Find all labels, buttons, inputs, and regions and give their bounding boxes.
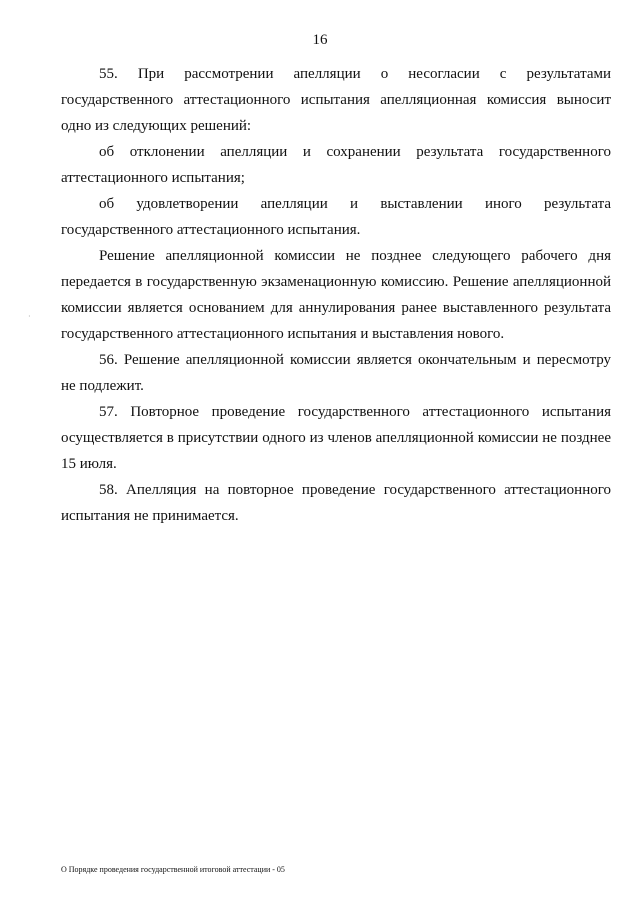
paragraph-55: 55. При рассмотрении апелляции о несогласии с результатами государственного аттестационного испытания апелляционная комиссия выносит одно из следующих решений: [61,66,611,134]
document-footer: О Порядке проведения государственной итоговой аттестации - 05 [61,865,285,874]
paragraph-58: 58. Апелляция на повторное проведение государственного аттестационного испытания не принимается. [61,482,611,524]
document-body [61,61,611,529]
paragraph-57: 57. Повторное проведение государственного аттестационного испытания осуществляется в присутствии одного из членов апелляционной комиссии не позднее 15 июля. [61,404,611,472]
paragraph-55-option-accept: об удовлетворении апелляции и выставлении иного результата государственного аттестационного испытания. [61,196,611,238]
page-number: 16 [312,32,328,48]
paragraph-decision-transfer: Решение апелляционной комиссии не позднее следующего рабочего дня передается в государственную экзаменационную комиссию. Решение апелляционной комиссии является основанием для аннулирования ранее выставленного результата государственного аттестационного испытания и выставления нового. [61,248,611,342]
paragraph-55-option-reject: об отклонении апелляции и сохранении результата государственного аттестационного испытания; [61,144,611,186]
margin-mark: · [28,312,31,321]
paragraph-56: 56. Решение апелляционной комиссии является окончательным и пересмотру не подлежит. [61,352,611,394]
